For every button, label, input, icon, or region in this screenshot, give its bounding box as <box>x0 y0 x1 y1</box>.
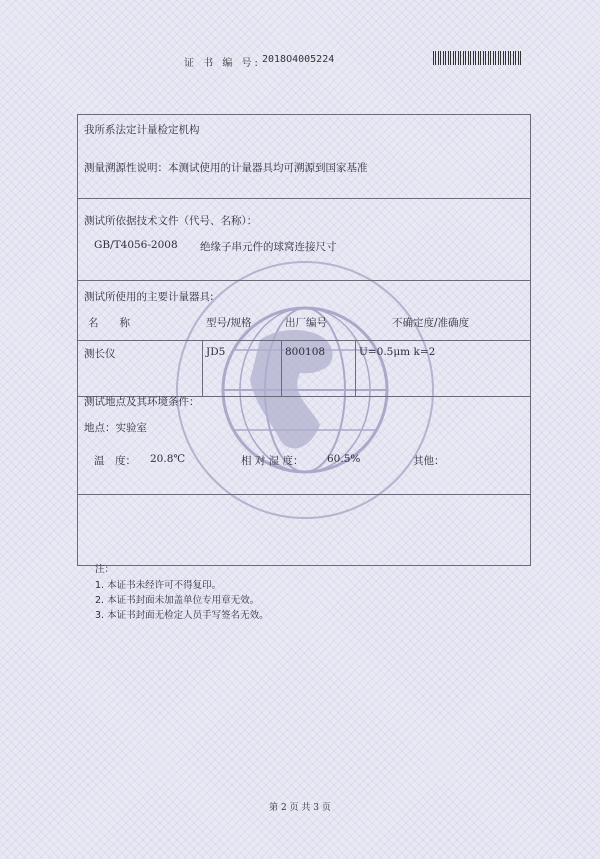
humidity-label: 相 对 湿 度： <box>241 455 304 467</box>
standard-section-title: 测试所依据技术文件（代号、名称）： <box>84 215 258 227</box>
environment-section-title: 测试地点及其环境条件： <box>84 396 200 408</box>
standard-code: GB/T4056-2008 <box>94 239 178 251</box>
equipment-serial: 800108 <box>285 346 326 358</box>
col-header-serial: 出厂编号 <box>285 317 327 329</box>
col-header-model: 型号/规格 <box>206 317 252 329</box>
col-header-uncertainty: 不确定度/准确度 <box>392 317 470 329</box>
temperature-label: 温 度： <box>94 455 136 467</box>
humidity-value: 60.5% <box>327 453 361 465</box>
page-number: 第 2 页 共 3 页 <box>269 803 331 813</box>
cert-number-value: 2018O4005224 <box>262 54 335 65</box>
note-item: 2. 本证书封面未加盖单位专用章无效。 <box>95 595 260 606</box>
notes-title: 注： <box>95 564 115 575</box>
cert-number-label: 证 书 编 号: <box>184 58 261 69</box>
equipment-name: 测长仪 <box>84 348 116 360</box>
equipment-model: JD5 <box>206 346 226 358</box>
traceability-statement: 测量溯源性说明：本测试使用的计量器具均可溯源到国家基准 <box>84 162 368 174</box>
note-item: 1. 本证书未经许可不得复印。 <box>95 580 222 591</box>
equipment-section-title: 测试所使用的主要计量器具: <box>84 291 214 303</box>
barcode-icon <box>433 51 523 65</box>
certificate-table <box>77 114 531 566</box>
temperature-value: 20.8℃ <box>150 453 186 465</box>
note-item: 3. 本证书封面无检定人员手写签名无效。 <box>95 610 269 621</box>
col-header-name: 名 称 <box>88 317 130 329</box>
location-text: 地点：实验室 <box>84 422 147 434</box>
equipment-uncertainty: U=0.5μm k=2 <box>359 346 436 358</box>
standard-name: 绝缘子串元件的球窝连接尺寸 <box>200 241 337 253</box>
other-label: 其他： <box>413 455 445 467</box>
equipment-row <box>78 340 530 396</box>
institute-statement: 我所系法定计量检定机构 <box>84 124 200 136</box>
